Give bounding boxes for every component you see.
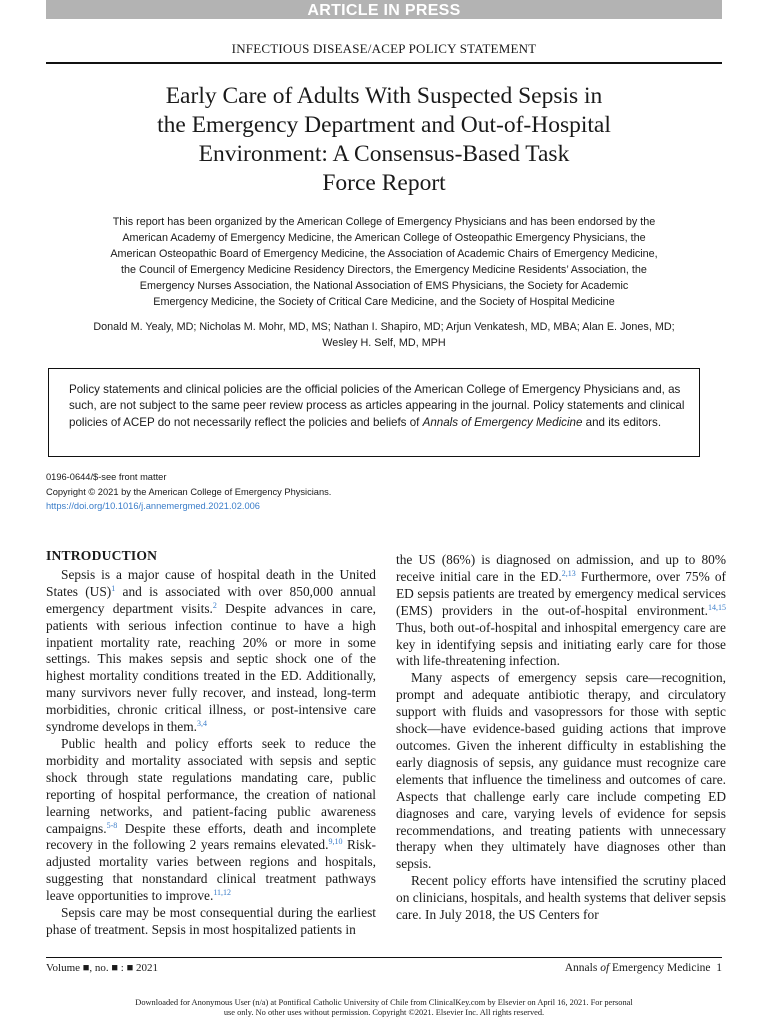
citation-link[interactable]: 2,13 [561,568,576,578]
paragraph: Sepsis is a major cause of hospital death in the United States (US)$^1$ and is associated with over 850,000 annual emergency department visits.$^2$ Despite advances in care, patients with serious infection continue to have a high inpatient mortality rate, reaching 20% or more in some settings. This makes sepsis and septic shock one of the highest mortality conditions treated in the ED. Additionally, many survivors never fully recover, and instead, long-term morbidities, chronic critical illness, or post-intensive care syndrome develops in them.$^{3,4}$ [46,566,376,735]
author-line: Donald M. Yealy, MD; Nicholas M. Mohr, MD, MS; Nathan I. Shapiro, MD; Arjun Venkatesh, MD, MBA; Alan E. Jones, MD; [93,321,675,333]
section-label: INFECTIOUS DISEASE/ACEP POLICY STATEMENT [231,41,537,56]
endorsement-line: American Academy of Emergency Medicine, the American College of Osteopathic Emergency Physicians, the [122,232,646,244]
issn-note: 0196-0644/$-see front matter [46,472,167,482]
endorsement-line: the Council of Emergency Medicine Residency Directors, the Emergency Medicine Residents’ Association, the [121,264,647,276]
citation-link[interactable]: 11,12 [213,888,232,898]
paragraph: Recent policy efforts have intensified the scrutiny placed on clinicians, hospitals, and health systems that deliver sepsis care. In July 2018, the US Centers for [396,873,726,923]
paragraph: Many aspects of emergency sepsis care—recognition, prompt and adequate antibiotic therapy, and circulatory support with fluids and vasopressors for those with septic shock—have evidence-based guiding actions that improve outcomes. Given the inherent difficulty in establishing the early diagnosis of sepsis, any guidance must recognize care elements that influence the timeliness and outcomes of care. Aspects that challenge early care include competing ED diagnoses and care, varying levels of evidence for sepsis recommendations, and treating patients with unnecessary therapy when they ultimately have diagnoses other than sepsis. [396,670,726,872]
paragraph: Sepsis care may be most consequential during the earliest phase of treatment. Sepsis in most hospitalized patients in [46,905,376,937]
paragraph: Public health and policy efforts seek to reduce the morbidity and mortality associated with sepsis and septic shock through state regulations mandating care, public reporting of hospital performance, the creation of national learning networks, and patient-facing public awareness campaigns.$^{5-8}$ Despite these efforts, death and incomplete recovery in the following 2 years remains elevated.$^{9,10}$ Risk-adjusted mortality varies between regions and hospitals, suggesting that nonstandard clinical treatment pathways leave opportunities to improve.$^{11,12}$ [46,735,377,904]
article-title [80,82,688,198]
left-column [46,548,376,939]
policy-disclaimer-box [48,368,700,457]
page-number: 1 [716,962,722,974]
header-rule [46,62,722,64]
citation-link[interactable]: 1 [111,583,116,593]
title-line: the Emergency Department and Out-of-Hospital [157,112,611,138]
section-heading: INTRODUCTION [46,548,158,563]
paragraph: the US (86%) is diagnosed on admission, and up to 80% receive initial care in the ED.$^{2,13}$ Furthermore, over 75% of ED sepsis patients are treated by emergency medical services (EMS) providers in the out-of-hospital environment.$^{14,15}$ Thus, both out-of-hospital and inhospital emergency care are key in identifying sepsis and initiating early care for those with life-threatening infection. [396,552,726,669]
doi-link[interactable]: https://doi.org/10.1016/j.annemergmed.2021.02.006 [46,501,260,511]
article-metadata [46,470,331,514]
endorsement-line: This report has been organized by the American College of Emergency Physicians and has been endorsed by the [112,216,656,228]
article-in-press-banner: ARTICLE IN PRESS [46,0,722,19]
endorsement-line: Emergency Nurses Association, the National Association of EMS Physicians, the Society for Academic [139,280,629,292]
download-notice: Downloaded for Anonymous User (n/a) at Pontifical Catholic University of Chile from ClinicalKey.com by Elsevier on April 16, 2021. For personal use only. No other uses without permission. Copyright ©2021. Elsevier Inc. All rights reserved. [135,998,633,1017]
author-list [46,319,722,351]
right-column [396,552,726,924]
copyright-note: Copyright © 2021 by the American College of Emergency Physicians. [46,486,332,497]
journal-footer: Annals of Emergency Medicine 1 [564,962,722,974]
title-line: Early Care of Adults With Suspected Sepsis in [165,83,603,109]
endorsement-statement [70,214,698,310]
journal-name: Annals of Emergency Medicine [422,415,583,429]
author-line: Wesley H. Self, MD, MPH [322,337,446,349]
volume-issue: Volume ■, no. ■ : ■ 2021 [46,962,159,974]
endorsement-line: American Osteopathic Board of Emergency Medicine, the Association of Academic Chairs of Emergency Medicine, [110,248,658,260]
citation-link[interactable]: 3,4 [197,719,207,729]
citation-link[interactable]: 14,15 [708,602,726,612]
policy-disclaimer-text: Policy statements and clinical policies are the official policies of the American College of Emergency Physicians and, as such, are not subject to the same peer review process as articles appearing in the journal. Policy statements and clinical policies of ACEP do not necessarily reflect the policies and beliefs of Annals of Emergency Medicine and its editors. [69,383,685,429]
citation-link[interactable]: 2 [212,600,217,610]
endorsement-line: Emergency Medicine, the Society of Critical Care Medicine, and the Society of Hospital Medicine [153,296,615,308]
title-line: Environment: A Consensus-Based Task [198,141,570,167]
citation-link[interactable]: 9,10 [328,837,343,847]
title-line: Force Report [322,170,446,196]
citation-link[interactable]: 5-8 [106,820,118,830]
footer-rule [46,957,722,958]
